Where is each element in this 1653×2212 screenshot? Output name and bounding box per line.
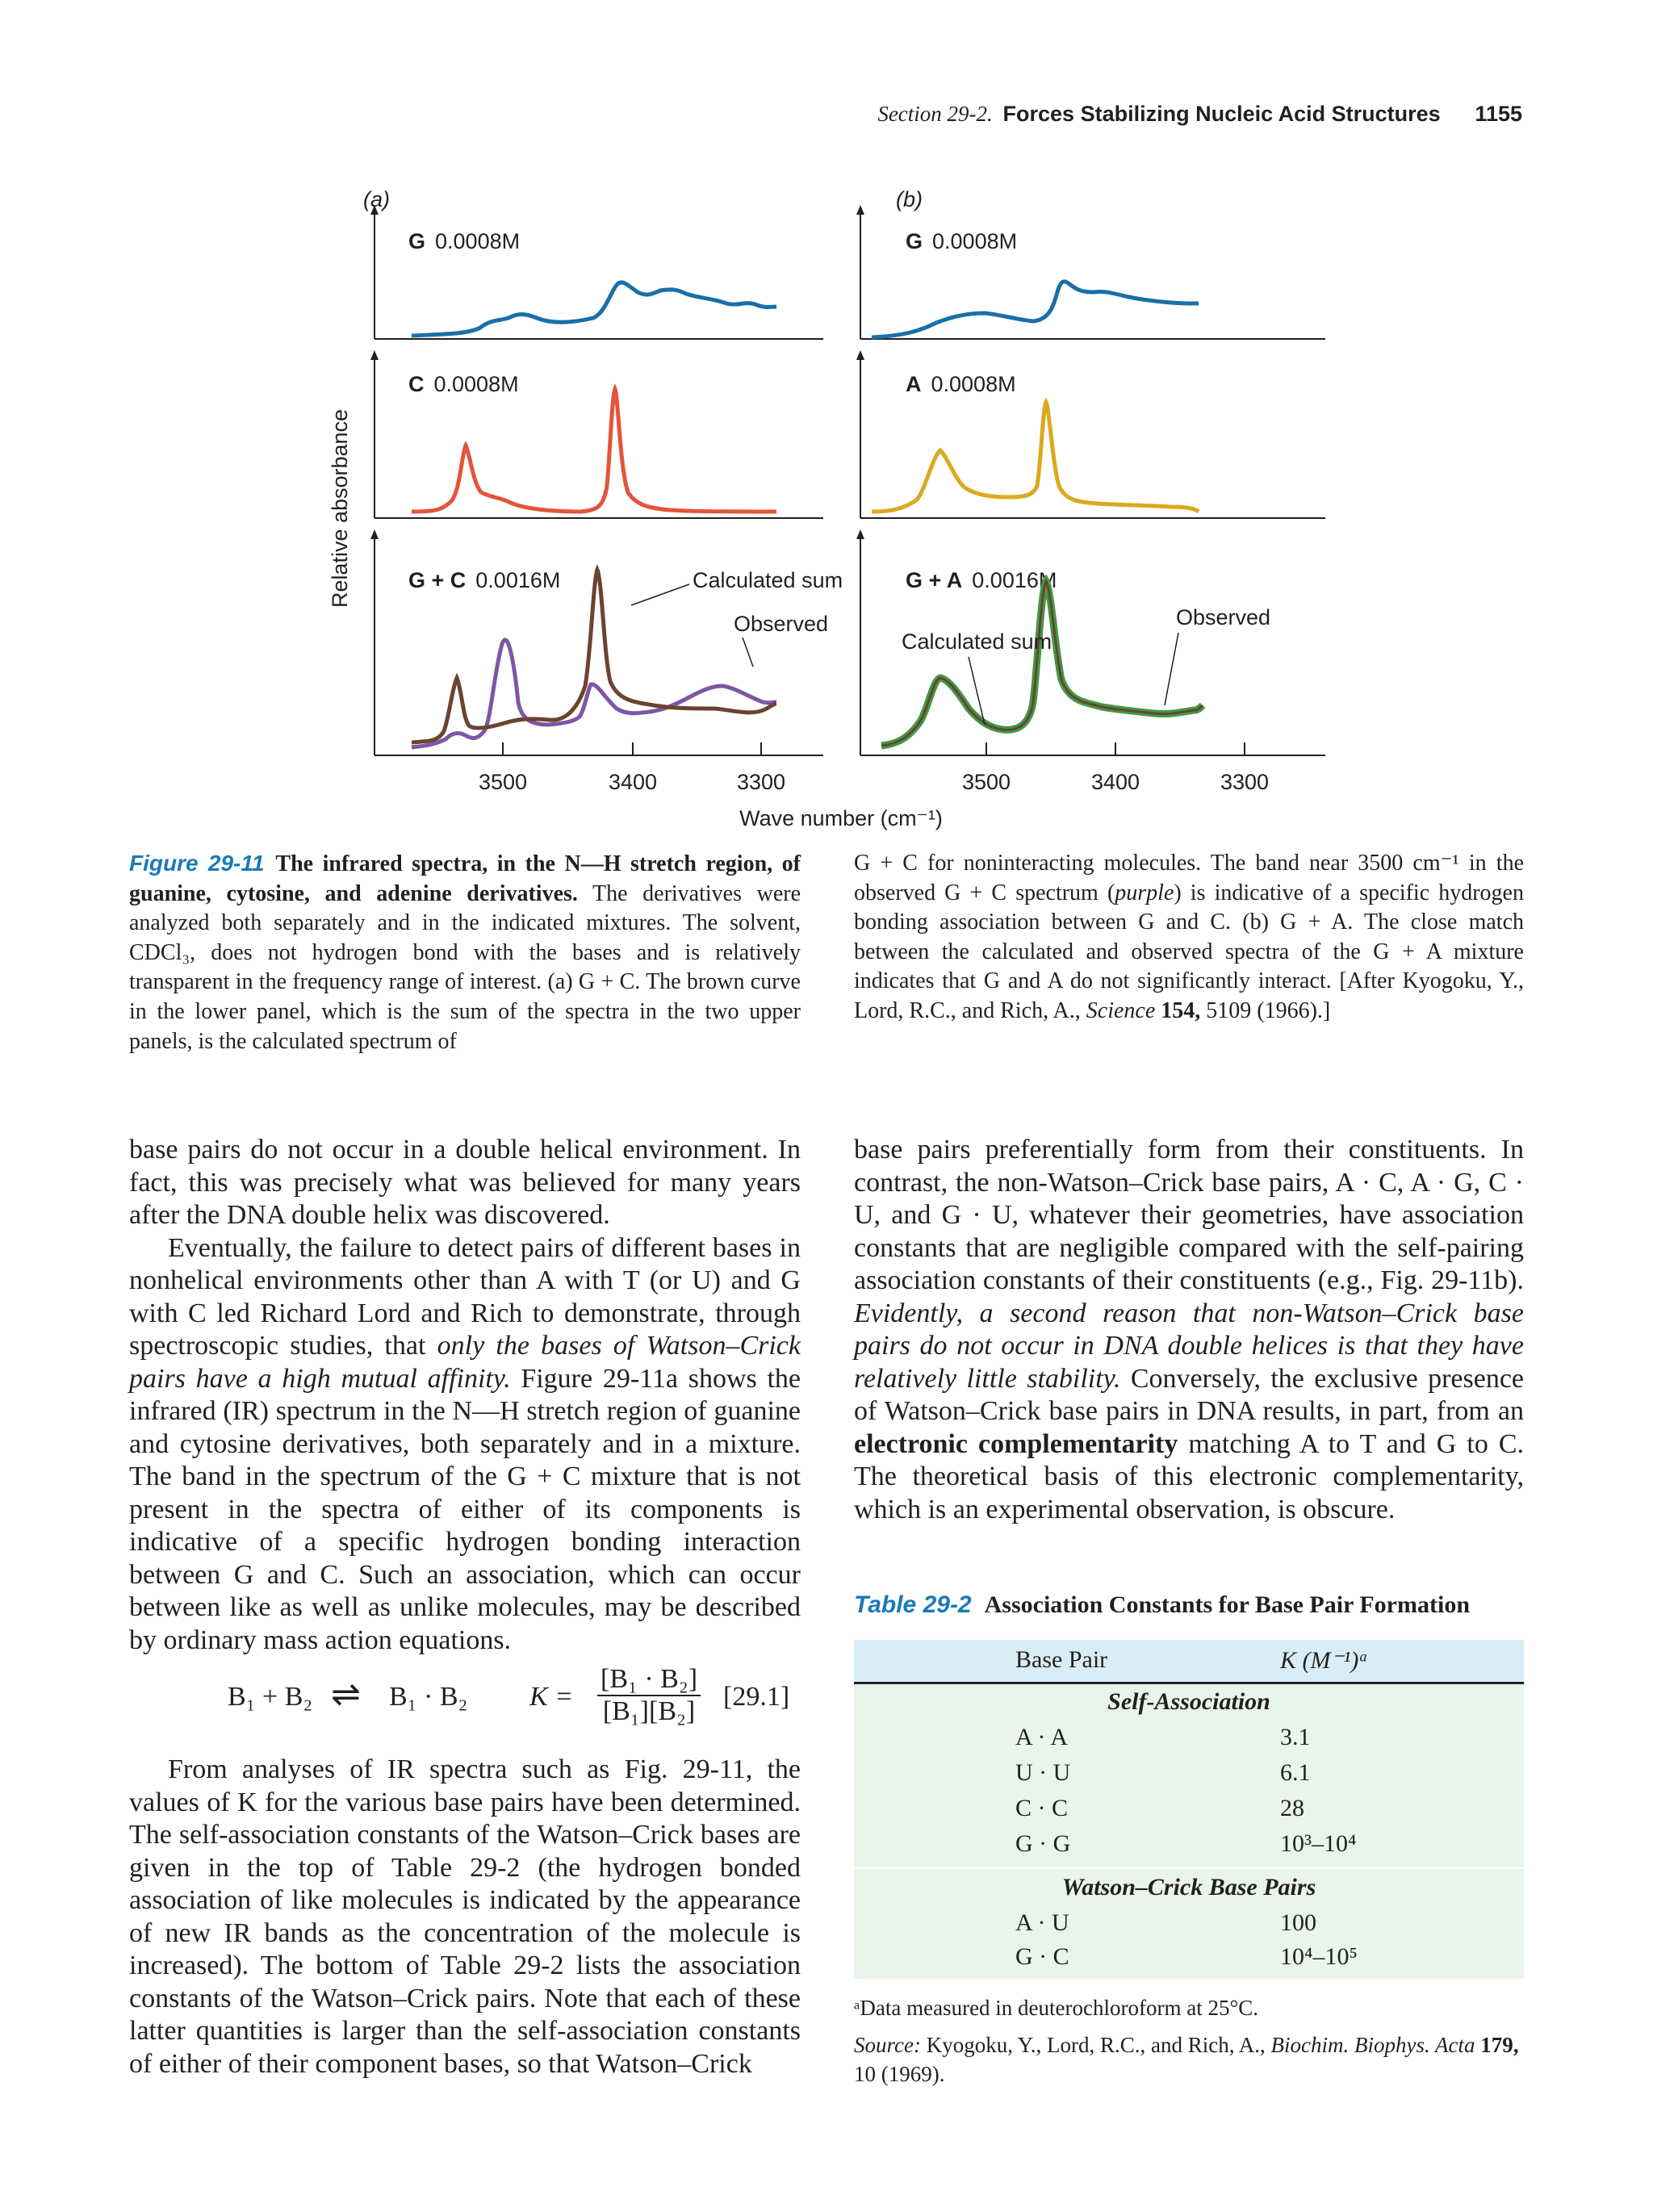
table-source [854, 2030, 1524, 2089]
tick-label-b-3500: 3500 [961, 770, 1011, 794]
equation-denominator: [B₁][B₂] [602, 1696, 696, 1726]
running-header [877, 102, 1522, 127]
caption-purple-word: purple [1115, 880, 1174, 905]
table-footnotes [854, 1993, 1524, 2089]
calculated-curve-b [881, 581, 1203, 746]
table-title-text: Association Constants for Base Pair Formation [984, 1591, 1471, 1618]
trace-label-a-top [408, 229, 520, 253]
body-emphasis: only the bases of Watson–Crick pairs have a high mutual affinity. [129, 1331, 801, 1394]
figure-caption-left [129, 849, 801, 1056]
equation-k-symbol: K = [529, 1682, 574, 1712]
table-row [854, 1909, 1524, 1942]
cell-base-pair: G · G [1015, 1830, 1071, 1857]
panel-b-label: (b) [896, 187, 923, 211]
column-header-base-pair: Base Pair [1015, 1646, 1108, 1673]
trace-label-b-bot [906, 568, 1057, 592]
trace-name: G + C [408, 568, 467, 592]
table-row [854, 1724, 1524, 1756]
section-watson-crick: Watson–Crick Base Pairs [1061, 1874, 1316, 1900]
trace-label-b-mid [906, 372, 1016, 396]
cytosine-curve-a [412, 389, 776, 512]
table-header-row [854, 1640, 1524, 1684]
cell-k-value: 10³–10⁴ [1280, 1830, 1357, 1857]
table-footnote: ᵃData measured in deuterochloroform at 25°C. [854, 1996, 1259, 2020]
caption-bold-lead: The infrared spectra, in the N—H stretch region, of guanine, cytosine, and adenine derivatives. [129, 851, 801, 906]
equilibrium-arrow: ⇌ [331, 1675, 361, 1714]
table-row [854, 1830, 1524, 1863]
trace-conc: 0.0016M [475, 568, 561, 592]
leader-line-observed-a [743, 638, 753, 667]
caption-right-part1: G + C for noninteracting molecules. The band near 3500 cm⁻¹ in the observed G + C spectrum ( [854, 851, 1524, 905]
cell-k-value: 100 [1280, 1909, 1316, 1936]
section-number: Section 29-2. [877, 102, 993, 126]
source-text: Kyogoku, Y., Lord, R.C., and Rich, A., [926, 2033, 1266, 2057]
table-body [854, 1640, 1524, 1979]
figure-label: Figure 29-11 [129, 851, 265, 876]
cell-k-value: 6.1 [1280, 1759, 1311, 1786]
annotation-observed-b: Observed [1176, 605, 1271, 629]
table-label: Table 29-2 [854, 1591, 972, 1618]
tick-label-a-3400: 3400 [608, 770, 658, 794]
equation-fraction [597, 1664, 701, 1727]
trace-conc: 0.0008M [931, 372, 1016, 396]
annotation-calculated-sum-a: Calculated sum [693, 568, 843, 592]
x-axis-label: Wave number (cm⁻¹) [739, 806, 943, 830]
body-column-left-lower [129, 1754, 801, 2080]
trace-conc: 0.0016M [972, 568, 1057, 592]
tick-label-b-3400: 3400 [1090, 770, 1140, 794]
body-text-span: Figure 29-11a shows the infrared (IR) spectrum in the N—H stretch region of guanine and cytosine derivatives, both separately and in a mixture. The band in the spectrum of the G + C mixture that is not present in the spectra of either of its components is indicative of a specific hydrogen bonding interaction between G and C. Such an association, which can occur between like as well as unlike molecules, may be described by ordinary mass action equations. [129, 1363, 801, 1655]
cell-base-pair: C · C [1015, 1795, 1069, 1821]
trace-conc: 0.0008M [433, 372, 519, 396]
guanine-curve-b [872, 282, 1199, 337]
cell-base-pair: G · C [1015, 1943, 1069, 1970]
equation-29-1 [129, 1664, 801, 1745]
caption-journal: Science [1086, 997, 1156, 1023]
equation-numerator: [B₁ · B₂] [597, 1664, 701, 1696]
column-header-k: K (M⁻¹)ᵃ [1280, 1647, 1369, 1674]
adenine-curve-b [872, 402, 1199, 512]
body-text-span: Conversely, the exclusive presence of Watson–Crick base pairs in DNA results, in part, from an [854, 1363, 1524, 1426]
trace-name: G [408, 229, 426, 253]
tick-label-b-3300: 3300 [1220, 770, 1270, 794]
trace-name: C [408, 372, 425, 396]
table-title [854, 1591, 1524, 1619]
guanine-curve-a [412, 282, 776, 336]
trace-name: G [906, 229, 923, 253]
y-axis-label: Relative absorbance [328, 408, 352, 608]
figure-caption-right [854, 849, 1524, 1027]
annotation-calculated-sum-b: Calculated sum [902, 629, 1052, 654]
annotation-observed-a: Observed [734, 612, 829, 636]
panel-a-label: (a) [363, 187, 390, 211]
trace-label-a-bot [408, 568, 560, 592]
leader-line-calculated-a [631, 584, 689, 605]
trace-conc: 0.0008M [435, 229, 521, 253]
observed-curve-a [412, 640, 776, 747]
leader-line-observed-b [1165, 633, 1178, 705]
body-paragraph [854, 1134, 1524, 1526]
body-text-span: matching A to T and G to C. The theoretical basis of this electronic complementarity, which is an experimental observation, is obscure. [854, 1428, 1525, 1524]
trace-name: A [906, 372, 922, 396]
cell-k-value: 3.1 [1280, 1724, 1311, 1750]
table-row [854, 1943, 1524, 1976]
calculated-curve-a [412, 570, 776, 742]
panel-a-axes [375, 210, 823, 755]
cell-base-pair: A · A [1015, 1724, 1069, 1750]
equation-number: [29.1] [723, 1682, 790, 1712]
tick-label-a-3500: 3500 [478, 770, 528, 794]
source-end: 10 (1969). [854, 2062, 945, 2086]
body-paragraph [129, 1232, 801, 1658]
caption-volume: 154, [1161, 997, 1201, 1023]
caption-citation-end: 5109 (1966).] [1206, 997, 1331, 1023]
trace-label-a-mid [408, 372, 519, 396]
source-label: Source: [854, 2033, 921, 2057]
table-row [854, 1795, 1524, 1827]
page-number: 1155 [1475, 102, 1522, 126]
section-divider [854, 1867, 1524, 1869]
section-self-association: Self-Association [1107, 1688, 1270, 1715]
trace-name: G + A [906, 568, 963, 592]
body-paragraph: base pairs do not occur in a double helical environment. In fact, this was precisely what was believed for many years after the DNA double helix was discovered. [129, 1135, 801, 1230]
body-column-right [854, 1134, 1524, 1526]
equation-lhs: B₁ + B₂ [228, 1682, 313, 1712]
trace-conc: 0.0008M [932, 229, 1018, 253]
trace-label-b-top [906, 229, 1017, 253]
body-text-span: base pairs preferentially form from their constituents. In contrast, the non-Watson–Crick base pairs, A · C, A · G, C · U, and G · U, whatever their geometries, have association constants that are negligible compared with the self-pairing association constants of their constituents (e.g., Fig. 29-11b). [854, 1135, 1524, 1295]
caption-right-part2: ) is indicative of a specific hydrogen bonding association between G and C. (b) G + A. The close match between the calculated and observed spectra of the G + A mixture indicates that G and A do not significantly interact. [After Kyogoku, Y., Lord, R.C., and Rich, A., [854, 880, 1524, 1023]
body-text-span: Eventually, the failure to detect pairs of different bases in nonhelical environments other than A with T (or U) and G with C led Richard Lord and Rich to demonstrate, through spectroscopic studies, that [129, 1232, 801, 1361]
figure-29-11 [307, 186, 1372, 831]
key-term: electronic complementarity [854, 1428, 1178, 1459]
cell-base-pair: U · U [1015, 1759, 1071, 1786]
tick-label-a-3300: 3300 [736, 770, 786, 794]
body-paragraph: From analyses of IR spectra such as Fig. 29-11, the values of K for the various base pairs have been determined. The self-association constants of the Watson–Crick bases are given in the top of Table 29-2 (the hydrogen bonded association of like molecules is indicated by the appearance of new IR bands as the concentration of the molecule is increased). The bottom of Table 29-2 lists the association constants of the Watson–Crick pairs. Note that each of these latter quantities is larger than the self-association constants of either of their component bases, so that Watson–Crick [129, 1754, 801, 2079]
table-row [854, 1759, 1524, 1792]
ir-spectra-figure [307, 186, 1372, 831]
cell-k-value: 10⁴–10⁵ [1280, 1943, 1358, 1970]
cell-base-pair: A · U [1015, 1909, 1069, 1936]
caption-left-text: The derivatives were analyzed both separately and in the indicated mixtures. The solvent, CDCl₃, does not hydrogen bond with the bases and is relatively transparent in the frequency range of interest. (a) G + C. The brown curve in the lower panel, which is the sum of the spectra in the two upper panels, is the calculated spectrum of [129, 880, 801, 1054]
body-emphasis: Evidently, a second reason that non-Watson–Crick base pairs do not occur in DNA double helices is that they have relatively little stability. [854, 1298, 1524, 1394]
source-journal: Biochim. Biophys. Acta [1270, 2033, 1475, 2057]
table-29-2 [854, 1591, 1524, 2097]
equation-rhs: B₁ · B₂ [389, 1682, 468, 1712]
source-volume: 179, [1480, 2033, 1519, 2057]
section-title: Forces Stabilizing Nucleic Acid Structures [1002, 102, 1441, 126]
cell-k-value: 28 [1280, 1795, 1304, 1821]
body-column-left [129, 1134, 801, 1657]
